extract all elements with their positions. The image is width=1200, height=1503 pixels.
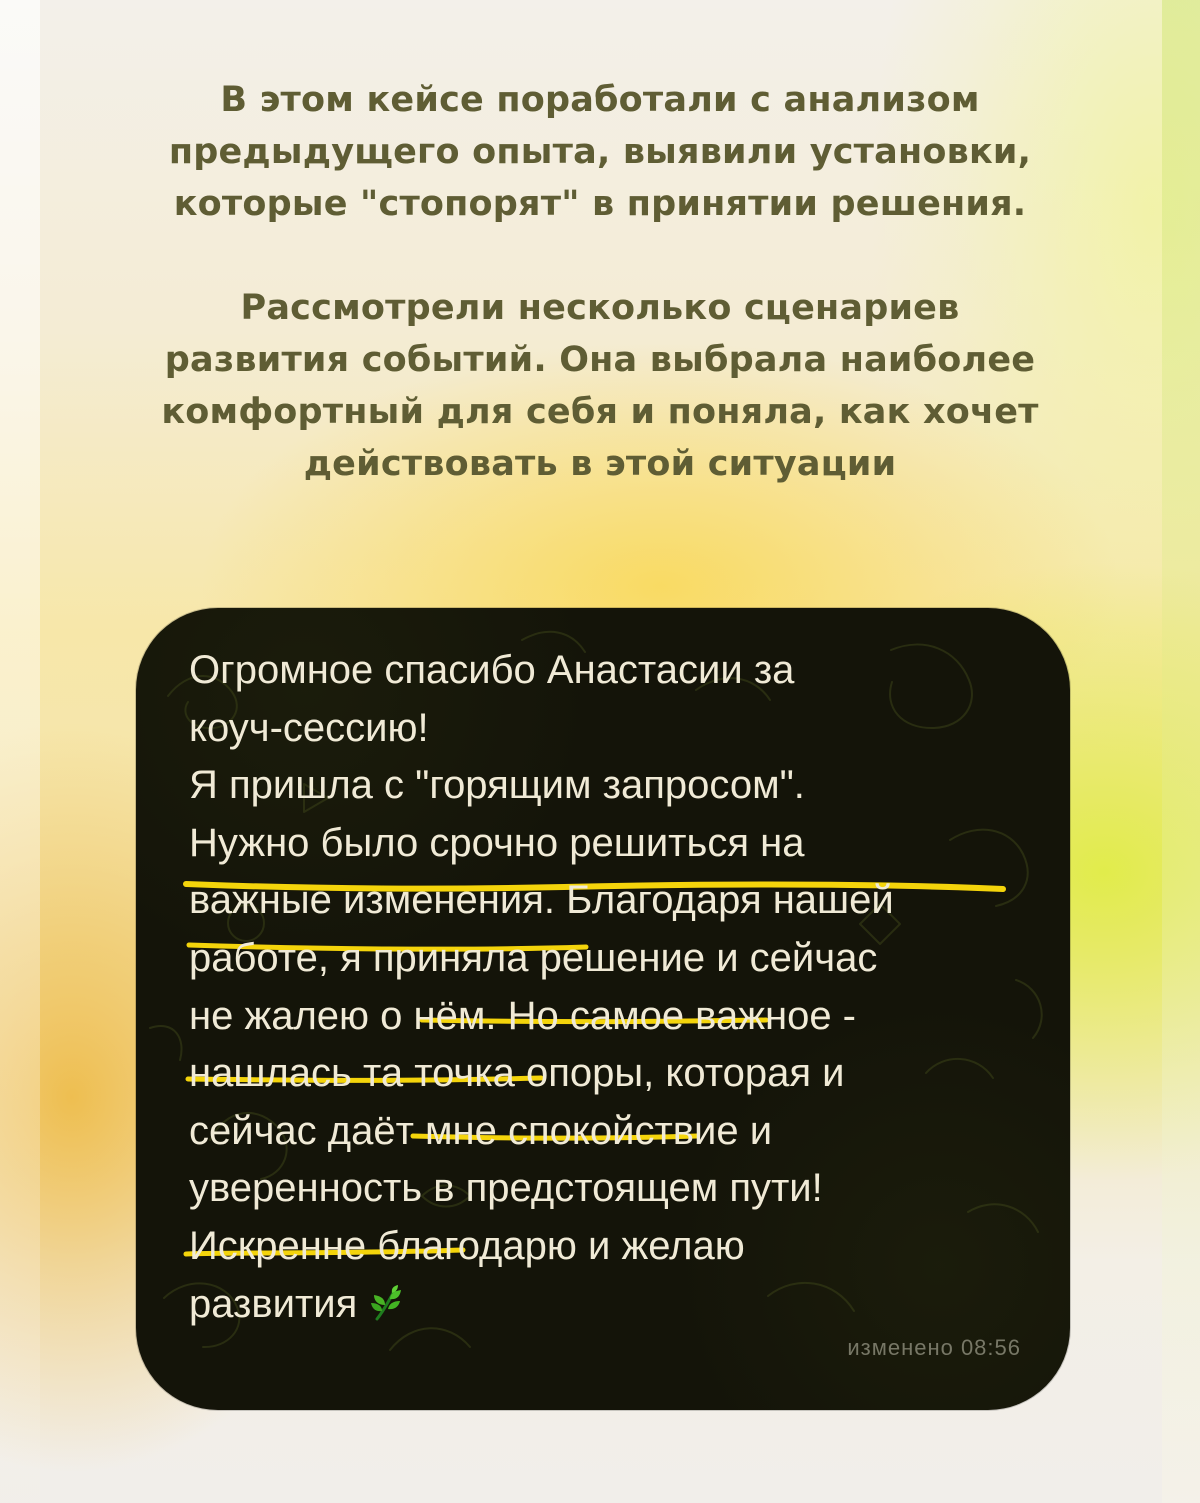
message-line-5: важные изменения. Благодаря нашей bbox=[189, 878, 894, 923]
edited-timestamp: изменено 08:56 bbox=[847, 1335, 1021, 1360]
message-line-11: Искренне благодарю и желаю bbox=[189, 1223, 745, 1268]
testimonial-chat-screenshot bbox=[136, 608, 1070, 1410]
message-line-3: Я пришла с "горящим запросом". bbox=[189, 763, 805, 808]
case-line-1: В этом кейсе поработали с анализом bbox=[220, 80, 980, 120]
case-description bbox=[95, 74, 1105, 542]
message-line-12-text: развития bbox=[189, 1281, 358, 1326]
case-line-7: действовать в этой ситуации bbox=[303, 444, 897, 484]
message-line-6: работе, я приняла решение и сейчас bbox=[189, 935, 878, 980]
case-line-3: которые "стопорят" в принятии решения. bbox=[173, 184, 1027, 224]
chat-message-bubble bbox=[189, 642, 1034, 1333]
case-line-2: предыдущего опыта, выявили установки, bbox=[168, 132, 1032, 172]
message-line-7: не жалею о нём. Но самое важное - bbox=[189, 993, 856, 1038]
case-line-6: комфортный для себя и поняла, как хочет bbox=[161, 392, 1039, 432]
case-paragraph-1 bbox=[95, 74, 1105, 230]
message-line-8: нашлась та точка опоры, которая и bbox=[189, 1051, 845, 1096]
case-line-5: развития событий. Она выбрала наиболее bbox=[164, 340, 1036, 380]
case-line-4: Рассмотрели несколько сценариев bbox=[240, 288, 960, 328]
message-line-2: коуч-сессию! bbox=[189, 705, 429, 750]
case-paragraph-2 bbox=[95, 282, 1105, 490]
plant-emoji-icon bbox=[370, 1280, 404, 1316]
message-line-1: Огромное спасибо Анастасии за bbox=[189, 648, 795, 692]
message-line-10: уверенность в предстоящем пути! bbox=[189, 1166, 823, 1211]
message-line-4: Нужно было срочно решиться на bbox=[189, 820, 805, 865]
message-line-12 bbox=[189, 1276, 1034, 1334]
message-line-9: сейчас даёт мне спокойствие и bbox=[189, 1108, 773, 1153]
